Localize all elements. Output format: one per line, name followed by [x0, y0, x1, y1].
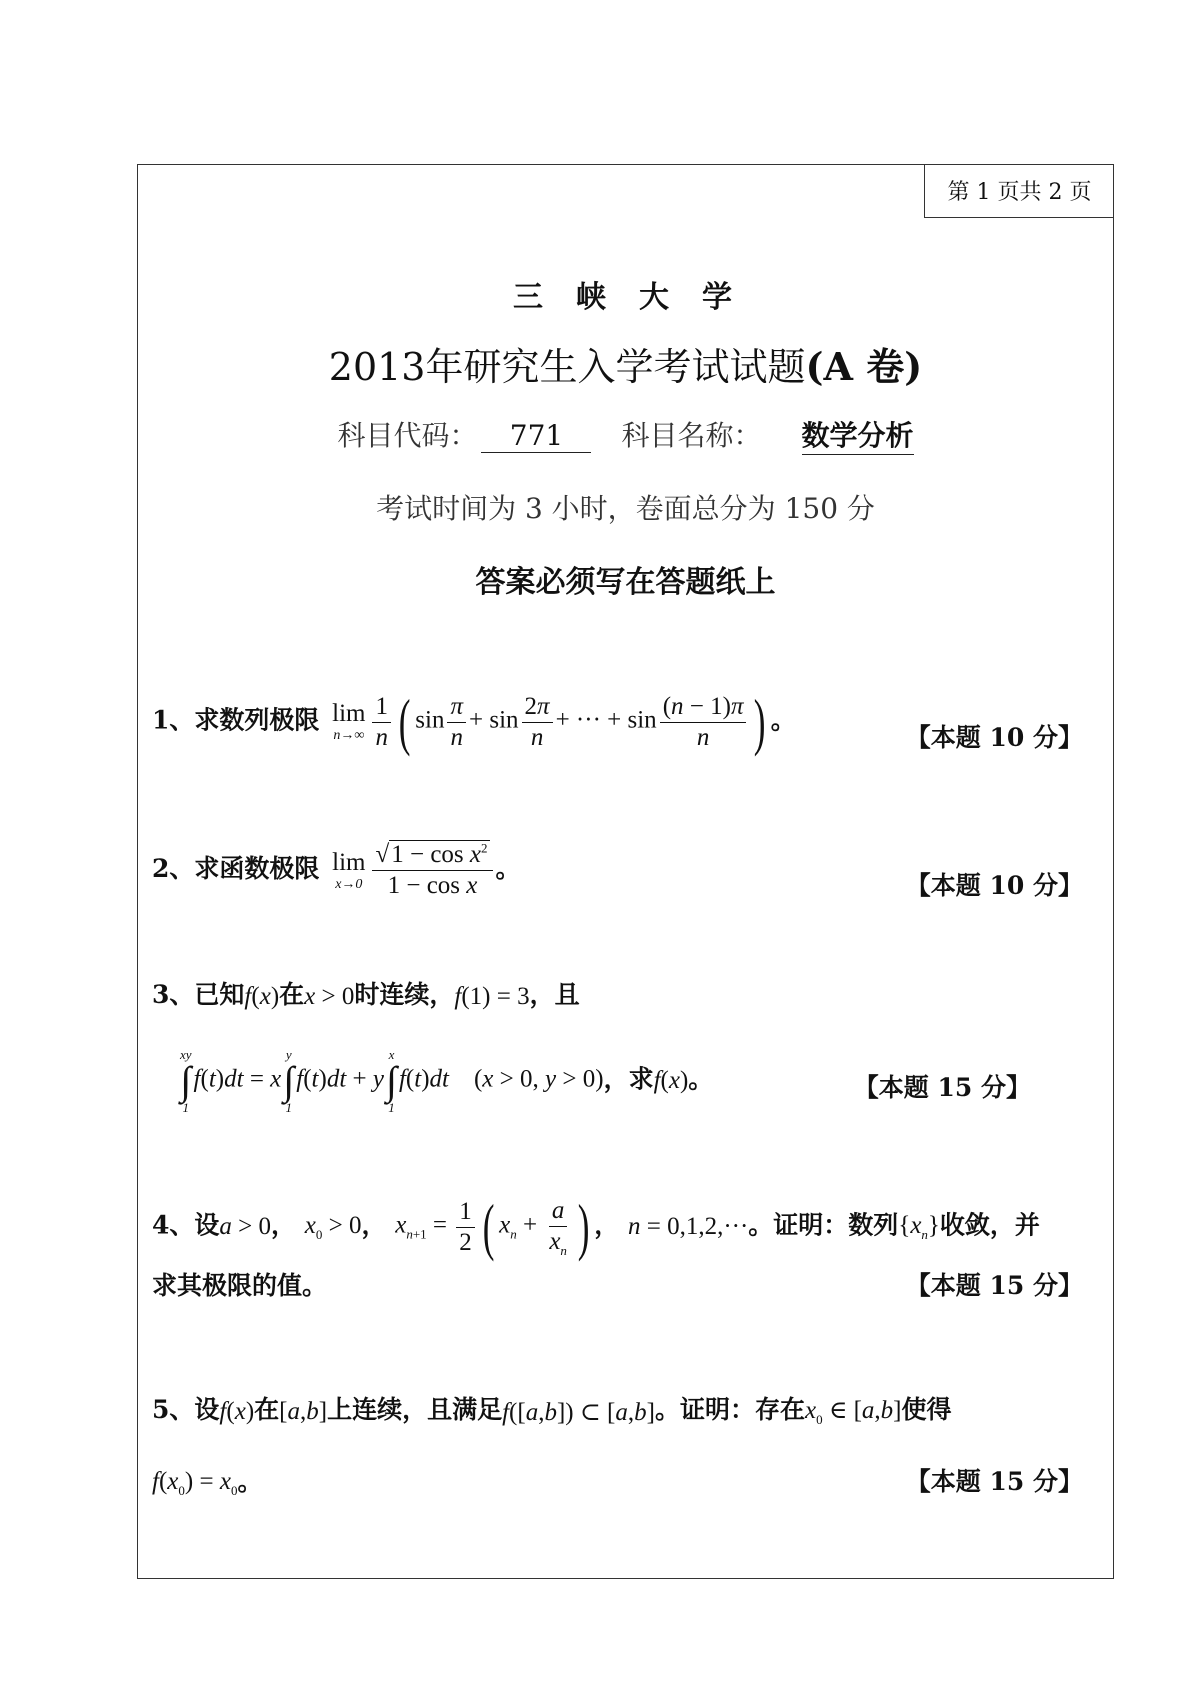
- question-3-score: 【本题 15 分】: [853, 1073, 1031, 1102]
- question-1-score: 【本题 10 分】: [905, 723, 1083, 752]
- question-2: 2、求函数极限 lim x→0 $\frac{√1 - \cos x^2}{\text{1 − cos x}}$ 。: [152, 840, 521, 899]
- question-3-equation: xy ∫ 1 f(t)dt = x y ∫ 1 f(t)dt + y x ∫ 1 f(t)dt (x > 0, y > 0)，求f(x)。: [180, 1047, 714, 1115]
- question-3: 3、已知f(x)在x > 0时连续，f(1) = 3，且: [152, 980, 580, 1010]
- subject-line: 科目代码： 771 科目名称： 数学分析: [137, 414, 1114, 455]
- question-5-score: 【本题 15 分】: [905, 1467, 1083, 1496]
- exam-title: 2013年研究生入学考试试题(A 卷): [328, 344, 923, 389]
- page-indicator: 第 1 页共 2 页: [924, 164, 1114, 218]
- question-5: 5、设f(x)在[a,b]上连续，且满足f([a,b]) ⊂ [a,b]。证明：存在$x_0$ ∈ [a,b]使得: [152, 1395, 952, 1427]
- question-4-score: 【本题 15 分】: [905, 1271, 1083, 1300]
- subject-name: 数学分析: [802, 414, 914, 455]
- university-name: 三 峡 大 学: [513, 280, 738, 315]
- subject-code: 771: [481, 419, 591, 453]
- question-4-line2: 求其极限的值。: [152, 1271, 328, 1300]
- question-1: 1、求数列极限 lim n→∞ $\frac{1}{n}$ ( sin $\frac{\pi}{n}$ + sin $\frac{2\pi}{n}$ + ··· + sin $\frac{(n - 1)\pi}{n}$ ) 。: [152, 686, 796, 757]
- question-5-line2: $f(x_0) = x_0$。: [152, 1467, 263, 1498]
- question-2-score: 【本题 10 分】: [905, 871, 1083, 900]
- exam-info: 考试时间为 3 小时，卷面总分为 150 分: [376, 492, 875, 525]
- question-4: 4、设a > 0， $x_0 > 0$， $x_{n+1}$ = $\frac{1}{2}$ ( $x_n$ + $\frac{a}{x_n}$ ) ， n = 0,1,2,···。证明：数列$\{x_n\}$收敛，并: [152, 1191, 1040, 1262]
- answer-notice: 答案必须写在答题纸上: [475, 565, 776, 600]
